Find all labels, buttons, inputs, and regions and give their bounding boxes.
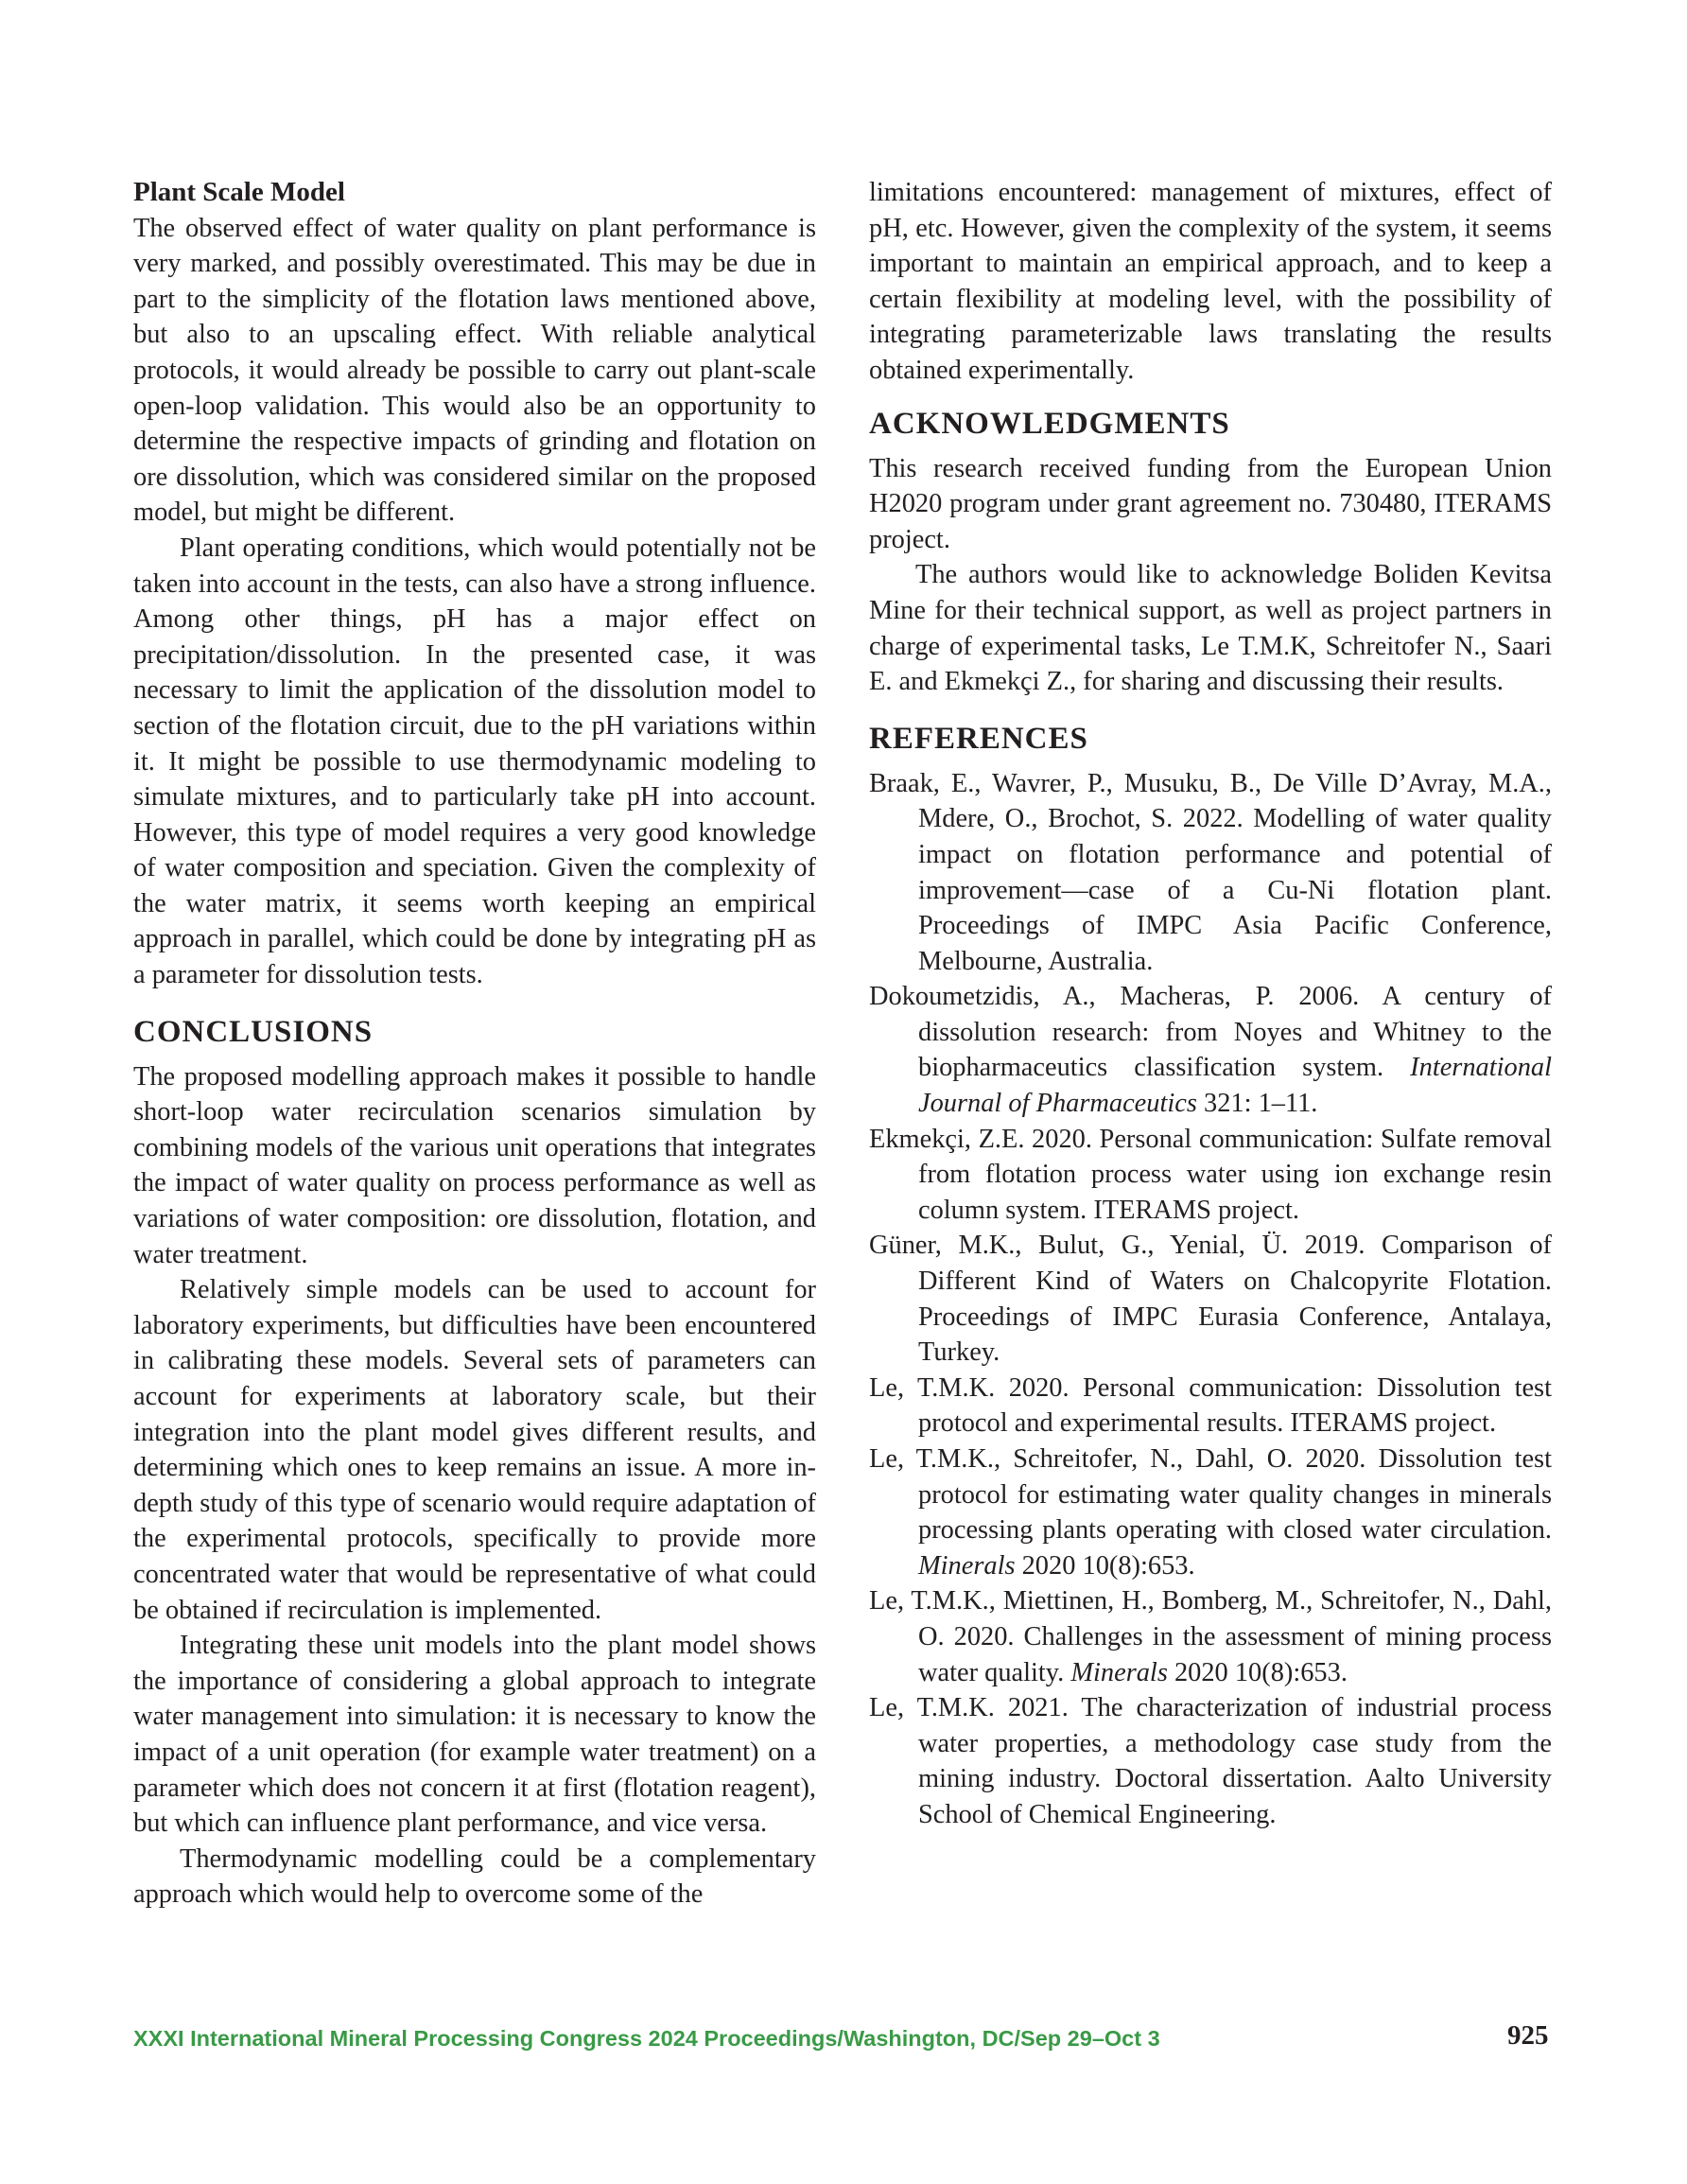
conclusions-paragraph-3: Integrating these unit models into the plant model shows the importance of considering a global approach to integrate water management into simulation: it is necessary to know the impact of a unit operation (for example water treatment) on a parameter which does not concern it at first (flotation reagent), but which can influence plant performance, and vice versa. <box>133 1631 816 1839</box>
reference-item <box>869 1371 1552 1441</box>
footer-congress-title: XXXI International Mineral Processing Congress 2024 Proceedings/Washington, DC/Sep 29–Oct 3 <box>133 2026 1160 2051</box>
conclusions-heading: CONCLUSIONS <box>133 1014 374 1049</box>
reference-journal: Minerals <box>918 1550 1016 1581</box>
page-number: 925 <box>1507 2020 1549 2051</box>
reference-text: Le, T.M.K. 2020. Personal communication: Dissolution test protocol and experimental results. ITERAMS project. <box>869 1372 1552 1439</box>
acknowledgments-heading: ACKNOWLEDGMENTS <box>869 406 1230 441</box>
plant-scale-paragraph-1: The observed effect of water quality on plant performance is very marked, and possibly overestimated. This may be due in part to the simplicity of the flotation laws mentioned above, but also to an upscaling effect. With reliable analytical protocols, it would already be possible to carry out plant-scale open-loop validation. This would also be an opportunity to determine the respective impacts of grinding and flotation on ore dissolution, which was considered similar on the proposed model, but might be different. <box>133 213 816 528</box>
reference-item <box>869 1441 1552 1583</box>
reference-text: Dokoumetzidis, A., Macheras, P. 2006. A century of dissolution research: from Noyes and Whitney to the biopharmaceutics classification system. <box>869 982 1552 1083</box>
reference-text: Le, T.M.K., Miettinen, H., Bomberg, M., Schreitofer, N., Dahl, O. 2020. Challenges in the assessment of mining process water quality. <box>869 1586 1552 1687</box>
conclusions-paragraph-4: Thermodynamic modelling could be a complementary approach which would help to overcome some of the <box>133 1843 816 1910</box>
conclusions-continuation: limitations encountered: management of mixtures, effect of pH, etc. However, given the complexity of the system, it seems important to maintain an empirical approach, and to keep a certain flexibility at modeling level, with the possibility of integrating parameterizable laws translating the results obtained experimentally. <box>869 178 1552 385</box>
reference-item <box>869 766 1552 980</box>
plant-scale-paragraph-2: Plant operating conditions, which would potentially not be taken into account in the tests, can also have a strong influence. Among other things, pH has a major effect on precipitation/dissolution. In the presented case, it was necessary to limit the application of the dissolution model to section of the flotation circuit, due to the pH variations within it. It might be possible to use thermodynamic modeling to simulate mixtures, and to particularly take pH into account. However, this type of model requires a very good knowledge of water composition and speciation. Given the complexity of the water matrix, it seems worth keeping an empirical approach in parallel, which could be done by integrating pH as a parameter for dissolution tests. <box>133 533 816 990</box>
reference-text: Le, T.M.K. 2021. The characterization of industrial process water properties, a methodology case study from the mining industry. Doctoral dissertation. Aalto University School of Chemical Engineering. <box>869 1693 1552 1829</box>
conclusions-paragraph-2: Relatively simple models can be used to account for laboratory experiments, but difficulties have been encountered in calibrating these models. Several sets of parameters can account for experiments at laboratory scale, but their integration into the plant model gives different results, and determining which ones to keep remains an issue. A more in-depth study of this type of scenario would require adaptation of the experimental protocols, specifically to provide more concentrated water that would be representative of what could be obtained if recirculation is implemented. <box>133 1275 816 1625</box>
reference-text: Ekmekçi, Z.E. 2020. Personal communication: Sulfate removal from flotation process water using ion exchange resin column system. ITERAMS project. <box>869 1124 1552 1225</box>
reference-item <box>869 1122 1552 1229</box>
reference-text: Güner, M.K., Bulut, G., Yenial, Ü. 2019. Comparison of Different Kind of Waters on Chalcopyrite Flotation. Proceedings of IMPC Eurasia Conference, Antalaya, Turkey. <box>869 1231 1552 1368</box>
page-footer <box>133 2020 1552 2068</box>
reference-journal: International Journal of Pharmaceutics <box>918 1053 1552 1119</box>
acknowledgments-paragraph-2: The authors would like to acknowledge Boliden Kevitsa Mine for their technical support, as well as project partners in charge of experimental tasks, Le T.M.K, Schreitofer N., Saari E. and Ekmekçi Z., for sharing and discussing their results. <box>869 560 1552 697</box>
references-heading: REFERENCES <box>869 721 1088 756</box>
reference-item <box>869 1583 1552 1690</box>
reference-text-tail: 2020 10(8):653. <box>1167 1657 1348 1687</box>
reference-text: Le, T.M.K., Schreitofer, N., Dahl, O. 2020. Dissolution test protocol for estimating water quality changes in minerals processing plants operating with closed water circulation. <box>869 1444 1552 1546</box>
reference-text: Braak, E., Wavrer, P., Musuku, B., De Ville D’Avray, M.A., Mdere, O., Brochot, S. 2022. Modelling of water quality impact on flotation performance and potential of improvement—case of a Cu-Ni flotation plant. Proceedings of IMPC Asia Pacific Conference, Melbourne, Australia. <box>869 768 1552 976</box>
reference-item <box>869 1690 1552 1832</box>
reference-item <box>869 979 1552 1121</box>
left-column <box>133 175 816 1913</box>
right-column <box>869 175 1552 1833</box>
reference-text-tail: 321: 1–11. <box>1196 1089 1318 1119</box>
references-list <box>869 766 1552 1833</box>
acknowledgments-paragraph-1: This research received funding from the European Union H2020 program under grant agreement no. 730480, ITERAMS project. <box>869 453 1552 554</box>
reference-text-tail: 2020 10(8):653. <box>1015 1550 1195 1581</box>
plant-scale-heading: Plant Scale Model <box>133 177 345 207</box>
reference-item <box>869 1228 1552 1370</box>
reference-journal: Minerals <box>1070 1657 1168 1687</box>
conclusions-paragraph-1: The proposed modelling approach makes it possible to handle short-loop water recirculation scenarios simulation by combining models of the various unit operations that integrates the impact of water quality on process performance as well as variations of water composition: ore dissolution, flotation, and water treatment. <box>133 1061 816 1269</box>
